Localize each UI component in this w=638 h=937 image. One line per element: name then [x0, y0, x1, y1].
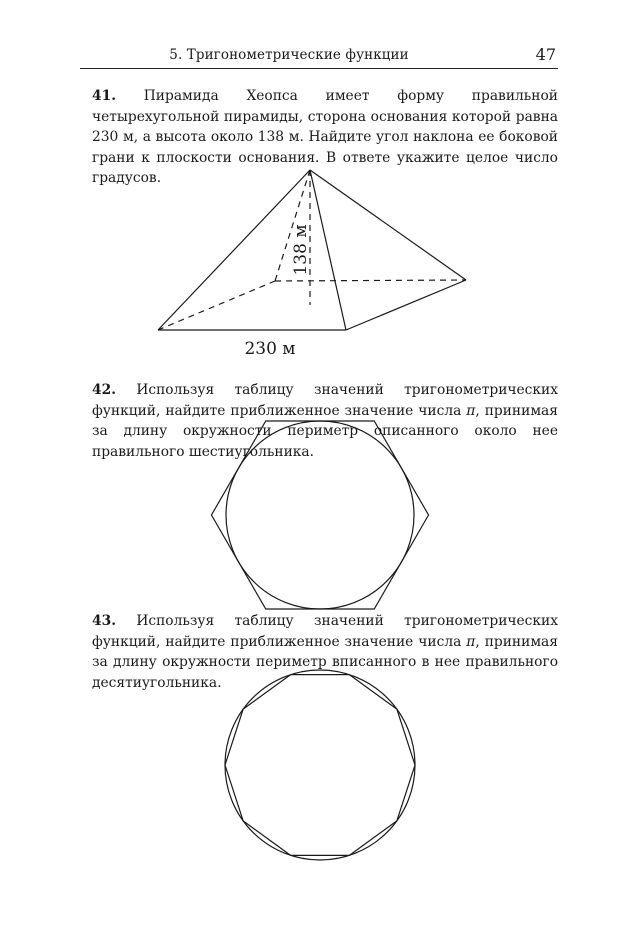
inscribed-circle	[226, 421, 414, 609]
decagon-figure	[225, 670, 415, 860]
pyramid-base-back-hidden-edge	[275, 280, 466, 281]
pyramid-figure	[158, 170, 466, 330]
problem-text-part1: Используя таблицу значений тригонометрических функций, найдите приближенное значение числа	[92, 382, 558, 419]
problem-text-part2: , принимая за длину окружности периметр вписанного в нее правильного десятиугольника.	[92, 633, 558, 691]
problem-text-part2: , принимая за длину окружности периметр описанного около нее правильного шестиугольника.	[92, 402, 558, 460]
problem-number: 42.	[92, 382, 117, 398]
problem-number: 41.	[92, 88, 117, 104]
pi-symbol: π	[466, 633, 476, 650]
chapter-title: 5. Тригонометрические функции	[169, 47, 409, 63]
pyramid-lateral-edge-left	[158, 170, 310, 330]
pyramid-height-label: 138 м	[291, 224, 311, 276]
pyramid-base-left-hidden-edge	[158, 281, 275, 330]
pi-symbol: π	[466, 402, 476, 419]
pyramid-lateral-edge-front	[310, 170, 346, 330]
pyramid-base-label: 230 м	[244, 339, 296, 359]
problem-text-part1: Используя таблицу значений тригонометрических функций, найдите приближенное значение числа	[92, 613, 558, 650]
circumscribed-circle	[225, 670, 415, 860]
circumscribed-hexagon	[211, 421, 428, 609]
pyramid-lateral-edge-right	[310, 170, 466, 280]
problem-number: 43.	[92, 613, 117, 629]
hexagon-figure	[211, 421, 428, 609]
inscribed-decagon	[225, 675, 415, 856]
pyramid-base-right-edge	[346, 280, 466, 330]
page-number: 47	[535, 45, 556, 64]
problem-text: Пирамида Хеопса имеет форму правильной четырехугольной пирамиды, сторона основания которой равна 230 м, а высота около 138 м. Найдите угол наклона ее боковой грани к плоскости основания. В ответе укажите целое число градусов.	[92, 88, 558, 186]
